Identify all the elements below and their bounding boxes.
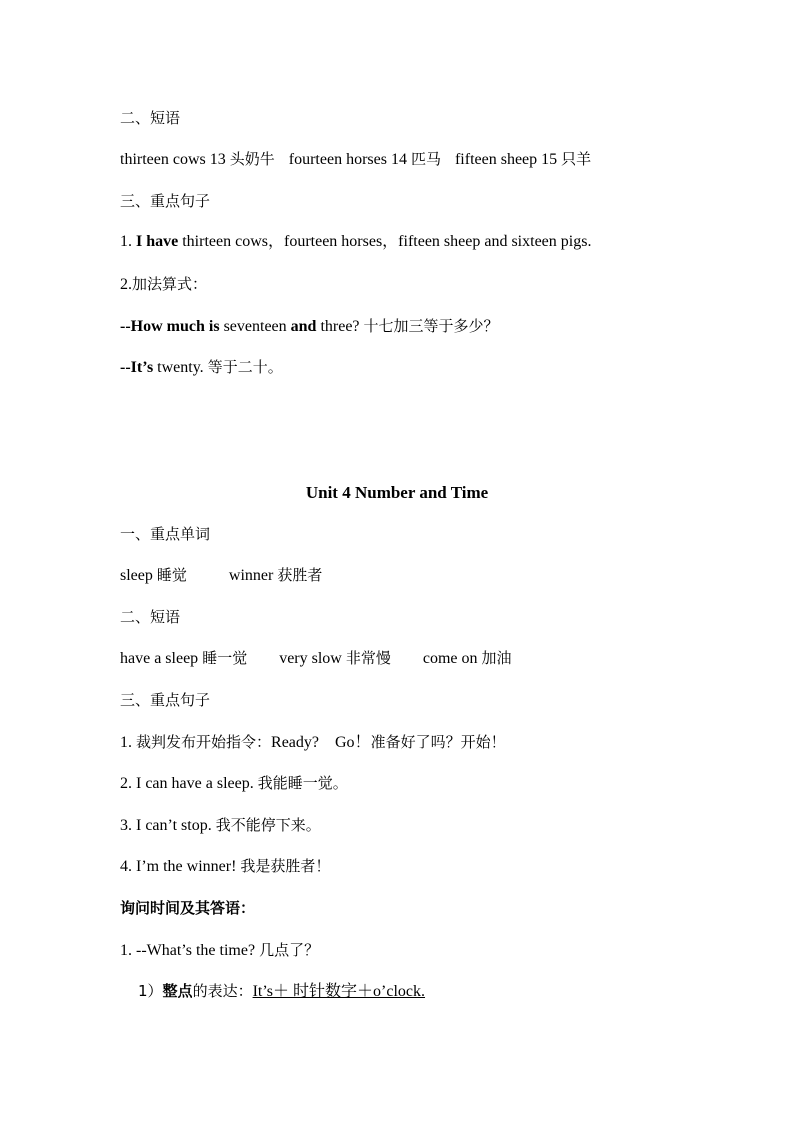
phrase-en: fourteen horses xyxy=(288,151,387,168)
sentence-2 xyxy=(120,773,348,795)
phrases-line xyxy=(120,648,512,670)
sentence-number: 4. xyxy=(120,858,132,875)
sentence-number: 2. xyxy=(120,775,132,792)
phrase-zh: 头奶牛 xyxy=(229,150,275,168)
rule-text: 的表达： xyxy=(192,982,253,1000)
phrase-zh: 加油 xyxy=(481,649,512,667)
question-bold: --How much is xyxy=(120,318,220,335)
sentence-en: Ready? Go！ xyxy=(271,734,371,751)
question-bold: and xyxy=(290,318,317,335)
sentence-text: 加法算式： xyxy=(132,275,208,293)
sentence-en: I can have a sleep. xyxy=(136,775,254,792)
sentences-heading: 三、重点句子 xyxy=(120,691,211,709)
phrase-zh: 匹马 xyxy=(410,150,441,168)
time-question xyxy=(120,940,319,962)
words-line xyxy=(120,565,322,587)
question-text: three? xyxy=(320,318,360,335)
word-en: sleep xyxy=(120,567,153,584)
unit-title: Unit 4 Number and Time xyxy=(305,483,489,502)
question-zh: 十七加三等于多少？ xyxy=(363,317,499,335)
rule-number: 1） xyxy=(138,982,163,1000)
sentence-number: 1. xyxy=(120,734,132,751)
sentence-en: I’m the winner! xyxy=(136,858,237,875)
answer-bold: --It’s xyxy=(120,359,154,376)
rule-formula: It’s＋ 时针数字＋o’clock. xyxy=(252,983,426,1000)
phrase-en: come on xyxy=(422,650,478,667)
sentence-zh: 准备好了吗？开始！ xyxy=(370,733,506,751)
word-zh: 获胜者 xyxy=(277,566,323,584)
sentence-3 xyxy=(120,815,321,837)
question-zh: 几点了？ xyxy=(259,941,320,959)
sentence-number: 2. xyxy=(120,276,132,293)
phrase-en: have a sleep xyxy=(120,650,199,667)
phrase-en: very slow xyxy=(279,650,342,667)
sentence-zh: 裁判发布开始指令： xyxy=(136,733,272,751)
sentence-zh: 我能睡一觉。 xyxy=(257,774,348,792)
question-en: --What’s the time? xyxy=(136,942,256,959)
sentence-zh: 我不能停下来。 xyxy=(215,816,321,834)
addition-question xyxy=(120,316,499,338)
phrase-num: 14 xyxy=(390,151,407,168)
time-rule xyxy=(138,981,425,1003)
rule-bold: 整点 xyxy=(162,982,193,1000)
sentence-1 xyxy=(120,232,591,254)
phrase-num: 13 xyxy=(209,151,226,168)
phrases-heading: 二、短语 xyxy=(120,608,181,626)
phrase-en: fifteen sheep xyxy=(454,151,538,168)
sentence-bold: I have xyxy=(136,233,179,250)
sentence-number: 1. xyxy=(120,233,132,250)
sentences-heading: 三、重点句子 xyxy=(120,192,211,210)
sentence-number: 1. xyxy=(120,942,132,959)
phrases-heading: 二、短语 xyxy=(120,109,181,127)
phrase-zh: 只羊 xyxy=(561,150,592,168)
sentence-en: I can’t stop. xyxy=(136,817,212,834)
answer-text: twenty. xyxy=(157,359,204,376)
sentence-text: thirteen cows，fourteen horses，fifteen sheep and sixteen pigs. xyxy=(182,233,592,250)
sentence-zh: 我是获胜者！ xyxy=(240,857,331,875)
word-zh: 睡觉 xyxy=(156,566,187,584)
words-heading: 一、重点单词 xyxy=(120,525,211,543)
sentence-number: 3. xyxy=(120,817,132,834)
phrase-num: 15 xyxy=(541,151,558,168)
sentence-1 xyxy=(120,732,506,754)
time-heading: 询问时间及其答语： xyxy=(120,899,256,917)
addition-answer xyxy=(120,357,283,379)
answer-zh: 等于二十。 xyxy=(207,358,283,376)
phrase-zh: 睡一觉 xyxy=(202,649,248,667)
sentence-2 xyxy=(120,274,207,296)
question-text: seventeen xyxy=(223,318,287,335)
sentence-4 xyxy=(120,856,330,878)
phrase-en: thirteen cows xyxy=(120,151,206,168)
phrases-line xyxy=(120,149,591,171)
word-en: winner xyxy=(228,567,274,584)
phrase-zh: 非常慢 xyxy=(345,649,391,667)
